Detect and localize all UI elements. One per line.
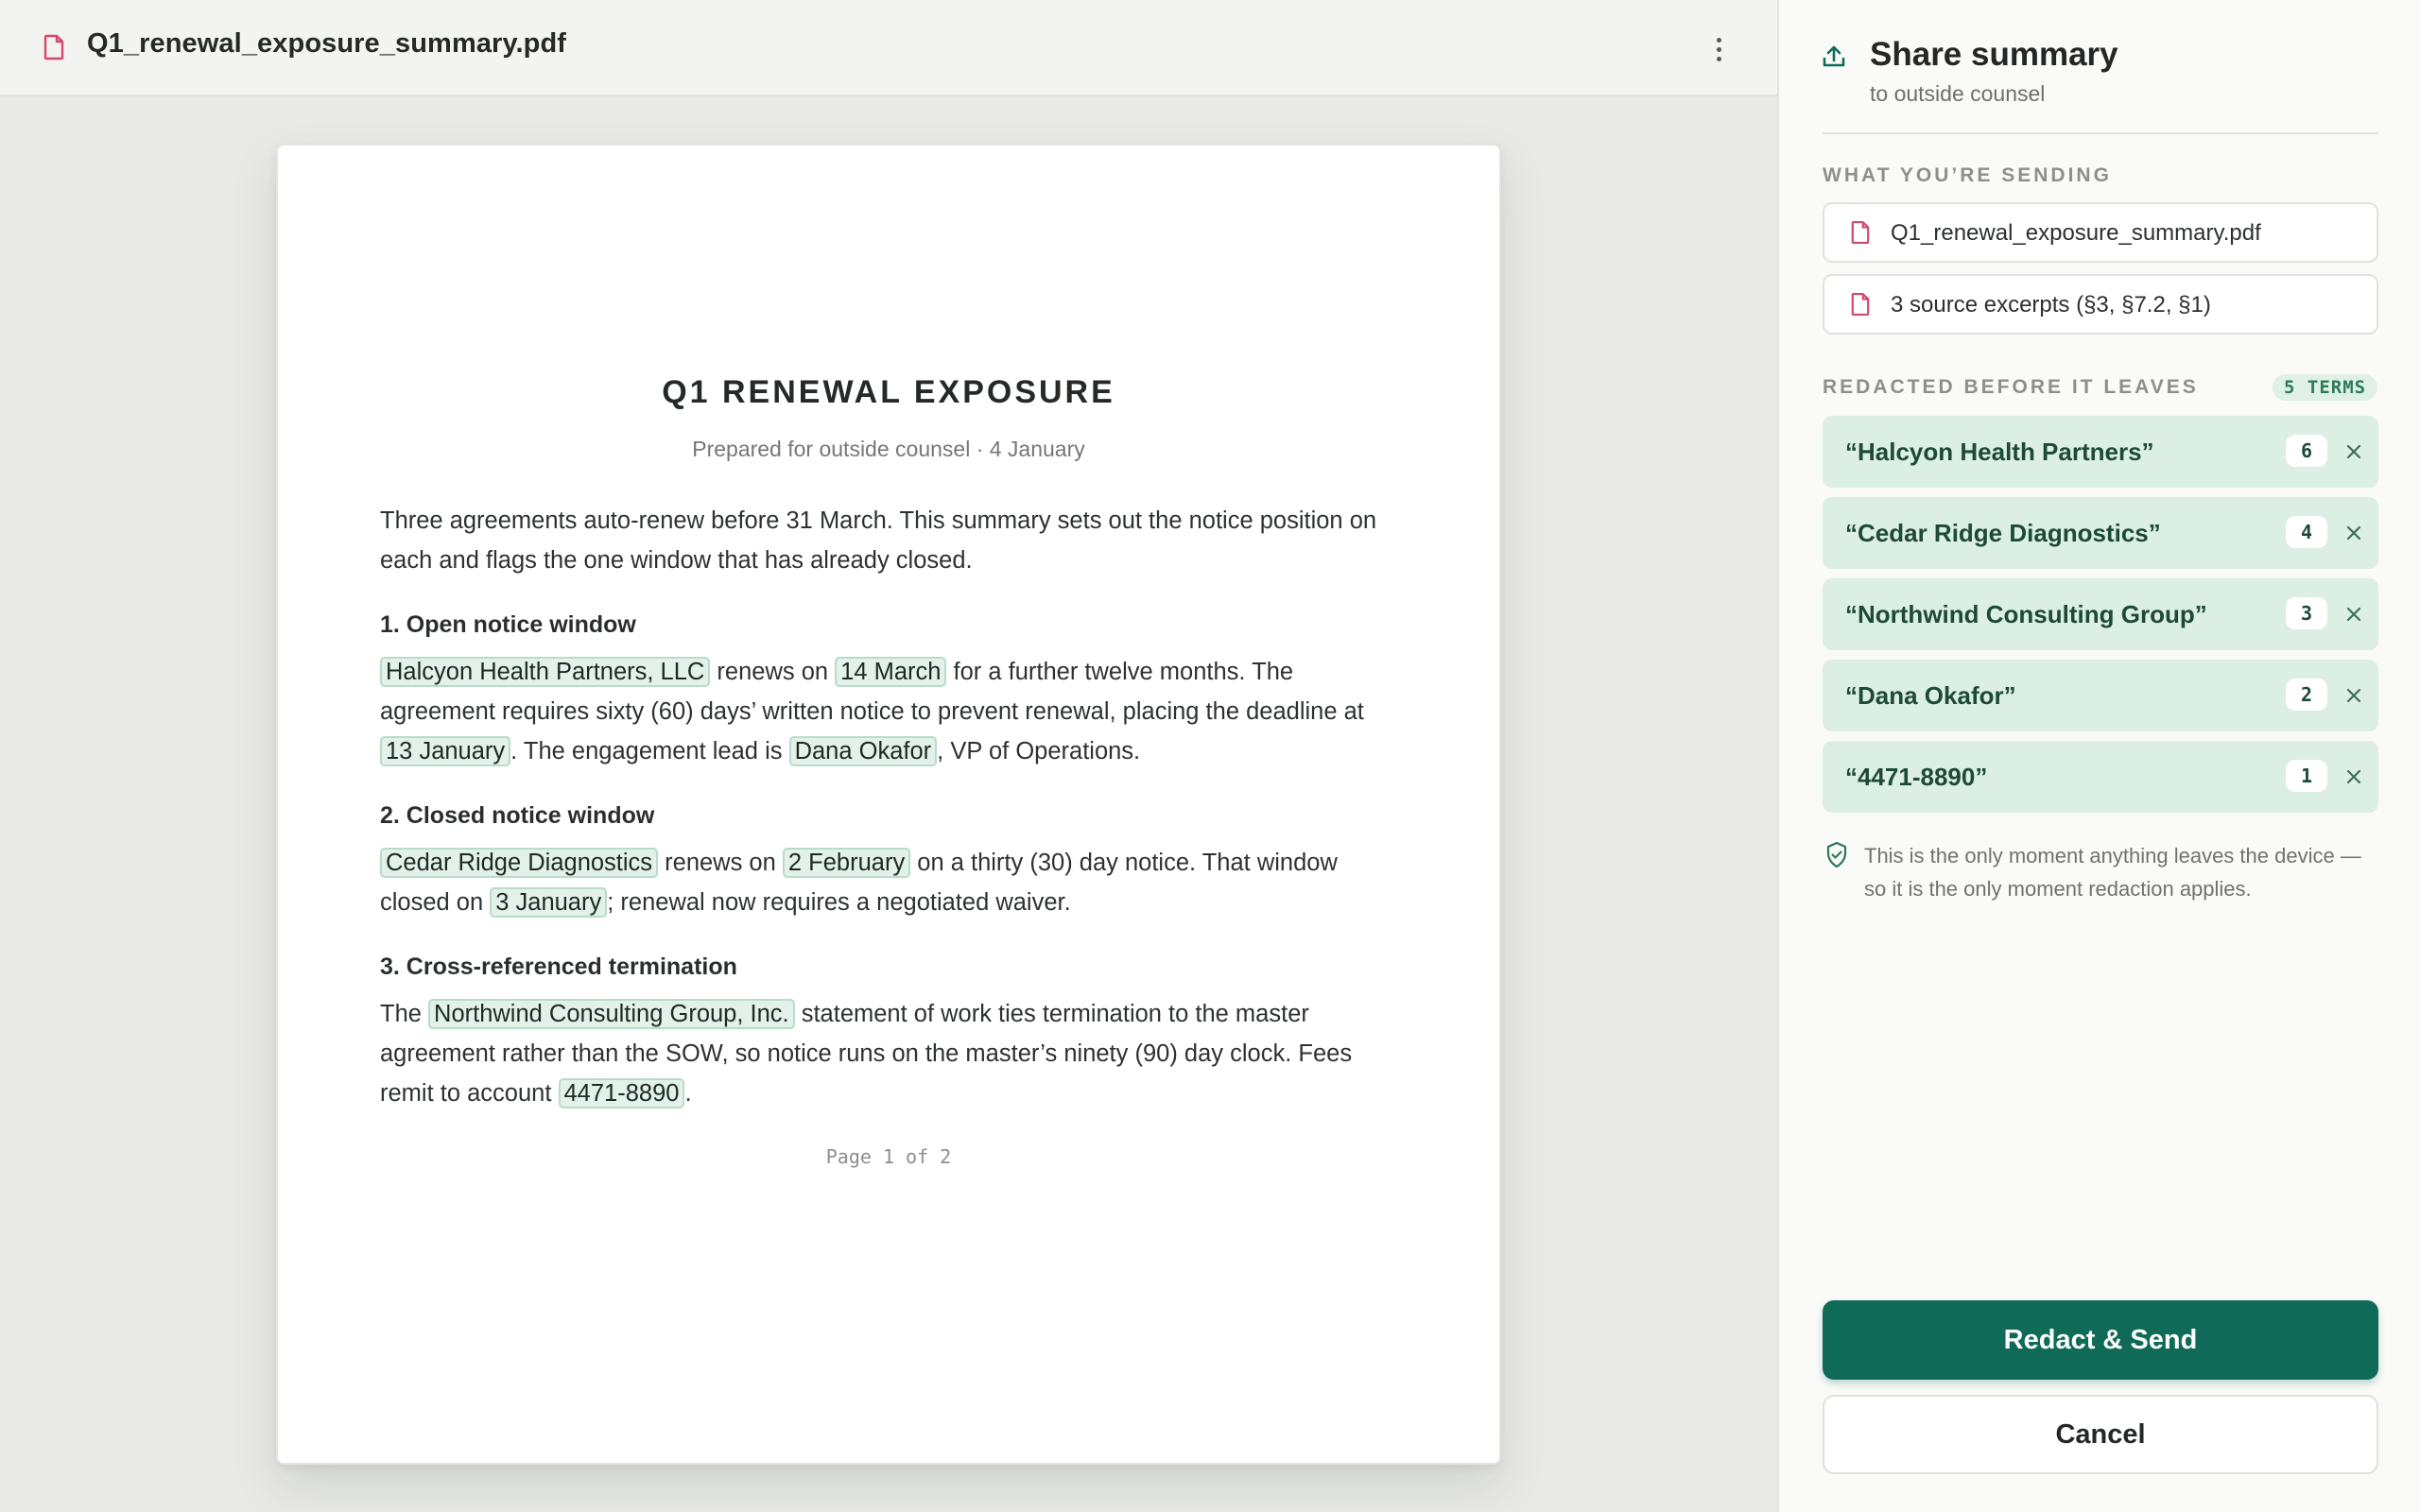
attachment-label: Q1_renewal_exposure_summary.pdf (1891, 220, 2261, 246)
cancel-button[interactable]: Cancel (1823, 1395, 2378, 1474)
body-text: , VP of Operations. (937, 738, 1141, 765)
remove-term-close-icon[interactable] (2344, 442, 2363, 466)
term-label: “Northwind Consulting Group” (1845, 600, 2207, 628)
intro-paragraph: Three agreements auto-renew before 31 March. This summary sets out the notice position on each and flags the one window that has already closed. (380, 507, 1377, 574)
redaction-term[interactable] (1823, 497, 2378, 569)
body-text: . (684, 1080, 692, 1107)
body-text: for a further twelve months. The agreement requires sixty (60) days’ written notice to prevent renewal, placing the deadline at (380, 659, 1364, 725)
share-panel (1777, 0, 2420, 1512)
section-heading: 3. Cross-referenced termination (380, 954, 737, 980)
pdf-file-icon (1851, 220, 1870, 249)
viewer-header (0, 0, 1777, 96)
highlighted-date[interactable]: 3 January (490, 887, 607, 918)
share-upload-icon (1821, 43, 1847, 75)
privacy-note: This is the only moment anything leaves the device — so it is the only moment redaction applies. (1864, 844, 2361, 901)
highlighted-date[interactable]: 14 March (835, 657, 946, 687)
body-text: renews on (658, 850, 783, 876)
highlighted-entity[interactable]: Halcyon Health Partners, LLC (380, 657, 710, 687)
redaction-term[interactable] (1823, 660, 2378, 731)
divider (1823, 132, 2378, 134)
panel-subtitle: to outside counsel (1870, 81, 2046, 106)
term-label: “4471-8890” (1845, 763, 1988, 791)
redaction-term[interactable] (1823, 416, 2378, 488)
attachment-card[interactable] (1823, 274, 2378, 335)
document-title: Q1 RENEWAL EXPOSURE (662, 374, 1115, 410)
body-text: renews on (710, 659, 836, 685)
term-count: 3 (2286, 597, 2327, 629)
attachment-label: 3 source excerpts (§3, §7.2, §1) (1891, 292, 2211, 318)
section-paragraph (380, 994, 1401, 1113)
document-page (276, 144, 1501, 1465)
term-label: “Cedar Ridge Diagnostics” (1845, 519, 2161, 547)
term-count: 2 (2286, 679, 2327, 711)
file-name: Q1_renewal_exposure_summary.pdf (87, 28, 567, 59)
highlighted-account[interactable]: 4471-8890 (559, 1078, 685, 1108)
page-footer: Page 1 of 2 (825, 1145, 952, 1168)
remove-term-close-icon[interactable] (2344, 686, 2363, 710)
section-heading: 2. Closed notice window (380, 802, 655, 829)
body-text: ; renewal now requires a negotiated waiver. (607, 889, 1071, 916)
redacted-section-label: REDACTED BEFORE IT LEAVES (1823, 376, 2199, 398)
redact-and-send-button[interactable]: Redact & Send (1823, 1300, 2378, 1380)
body-text: . The engagement lead is (510, 738, 789, 765)
body-text: The (380, 1001, 429, 1027)
highlighted-date[interactable]: 13 January (380, 736, 510, 766)
section-heading: 1. Open notice window (380, 611, 636, 638)
body-text: statement of work ties termination to the master agreement rather than the SOW, so notice runs on the master’s ninety (90) day clock. Fees remit to account (380, 1001, 1353, 1107)
sending-section-label: WHAT YOU’RE SENDING (1823, 164, 2112, 186)
term-count: 1 (2286, 760, 2327, 792)
document-body (380, 501, 1401, 1138)
terms-count-badge: 5 TERMS (2273, 374, 2377, 401)
section-paragraph (380, 843, 1401, 922)
shield-check-icon (1824, 841, 1849, 874)
term-count: 6 (2286, 435, 2327, 467)
highlighted-person[interactable]: Dana Okafor (789, 736, 938, 766)
highlighted-date[interactable]: 2 February (783, 848, 910, 878)
term-count: 4 (2286, 516, 2327, 548)
panel-title: Share summary (1870, 36, 2118, 73)
pdf-file-icon (1851, 292, 1870, 321)
remove-term-close-icon[interactable] (2344, 767, 2363, 791)
redaction-term[interactable] (1823, 578, 2378, 650)
term-label: “Dana Okafor” (1845, 681, 2016, 710)
remove-term-close-icon[interactable] (2344, 605, 2363, 628)
more-vertical-icon[interactable] (1702, 28, 1736, 70)
body-text: on a thirty (30) day notice. That window closed on (380, 850, 1338, 916)
document-subtitle: Prepared for outside counsel · 4 January (692, 437, 1085, 461)
term-label: “Halcyon Health Partners” (1845, 438, 2154, 466)
attachment-card[interactable] (1823, 202, 2378, 263)
highlighted-entity[interactable]: Cedar Ridge Diagnostics (380, 848, 658, 878)
pdf-file-icon (43, 34, 64, 65)
redaction-term[interactable] (1823, 741, 2378, 813)
remove-term-close-icon[interactable] (2344, 524, 2363, 547)
highlighted-entity[interactable]: Northwind Consulting Group, Inc. (428, 999, 795, 1029)
section-paragraph (380, 652, 1401, 771)
